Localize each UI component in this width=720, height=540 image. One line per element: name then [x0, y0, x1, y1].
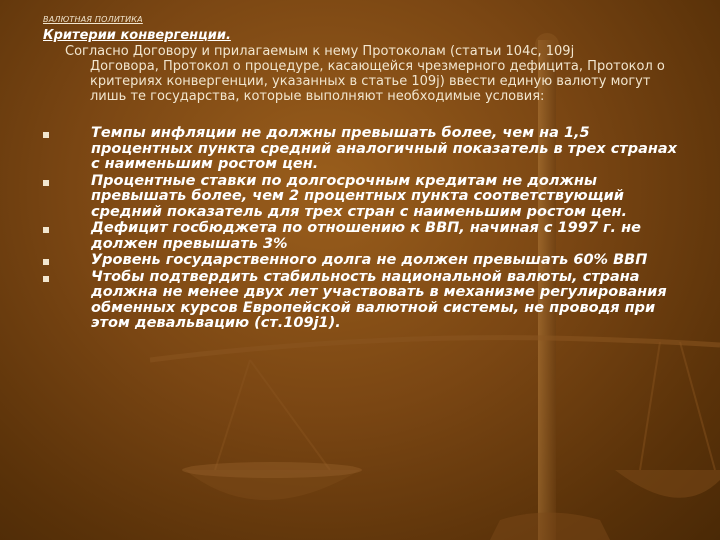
list-item: [40, 126, 690, 173]
list-item-text: Чтобы подтвердить стабильность национальной валюты, страна должна не менее двух лет участвовать в механизме регулирования обменных курсов Европейской валютной системы, не проводя при этом девальвацию (ст.109j1).: [91, 268, 667, 331]
list-item-text: Уровень государственного долга не должен превышать 60% ВВП: [91, 252, 648, 268]
square-bullet-icon: [43, 227, 49, 233]
slide-heading: Критерии конвергенции.: [43, 28, 231, 43]
list-item-text: Темпы инфляции не должны превышать более, чем на 1,5 процентных пункта средний аналогичный показатель в трех странах с наименьшим ростом цен.: [91, 125, 678, 172]
intro-paragraph: [65, 44, 665, 104]
list-item: [40, 221, 690, 252]
intro-first-line: Согласно Договору и прилагаемым к нему Протоколам (статьи 104с, 109j: [65, 44, 575, 59]
intro-rest: Договора, Протокол о процедуре, касающейся чрезмерного дефицита, Протокол о критериях конвергенции, указанных в статье 109j) ввести единую валюту могут лишь те государства, которые выполняют необходимые условия:: [90, 59, 665, 104]
list-item: [40, 174, 690, 221]
list-item-text: Дефицит госбюджета по отношению к ВВП, начиная с 1997 г. не должен превышать 3%: [91, 220, 641, 252]
square-bullet-icon: [43, 259, 49, 265]
section-kicker: ВАЛЮТНАЯ ПОЛИТИКА: [43, 15, 143, 24]
square-bullet-icon: [43, 180, 49, 186]
square-bullet-icon: [43, 276, 49, 282]
list-item: [40, 253, 690, 269]
list-item-text: Процентные ставки по долгосрочным кредитам не должны превышать более, чем 2 процентных пункта соответствующий средний показатель для трех стран с наименьшим ростом цен.: [91, 172, 627, 220]
criteria-list: [40, 126, 690, 333]
list-item: [40, 270, 690, 332]
square-bullet-icon: [43, 132, 49, 138]
